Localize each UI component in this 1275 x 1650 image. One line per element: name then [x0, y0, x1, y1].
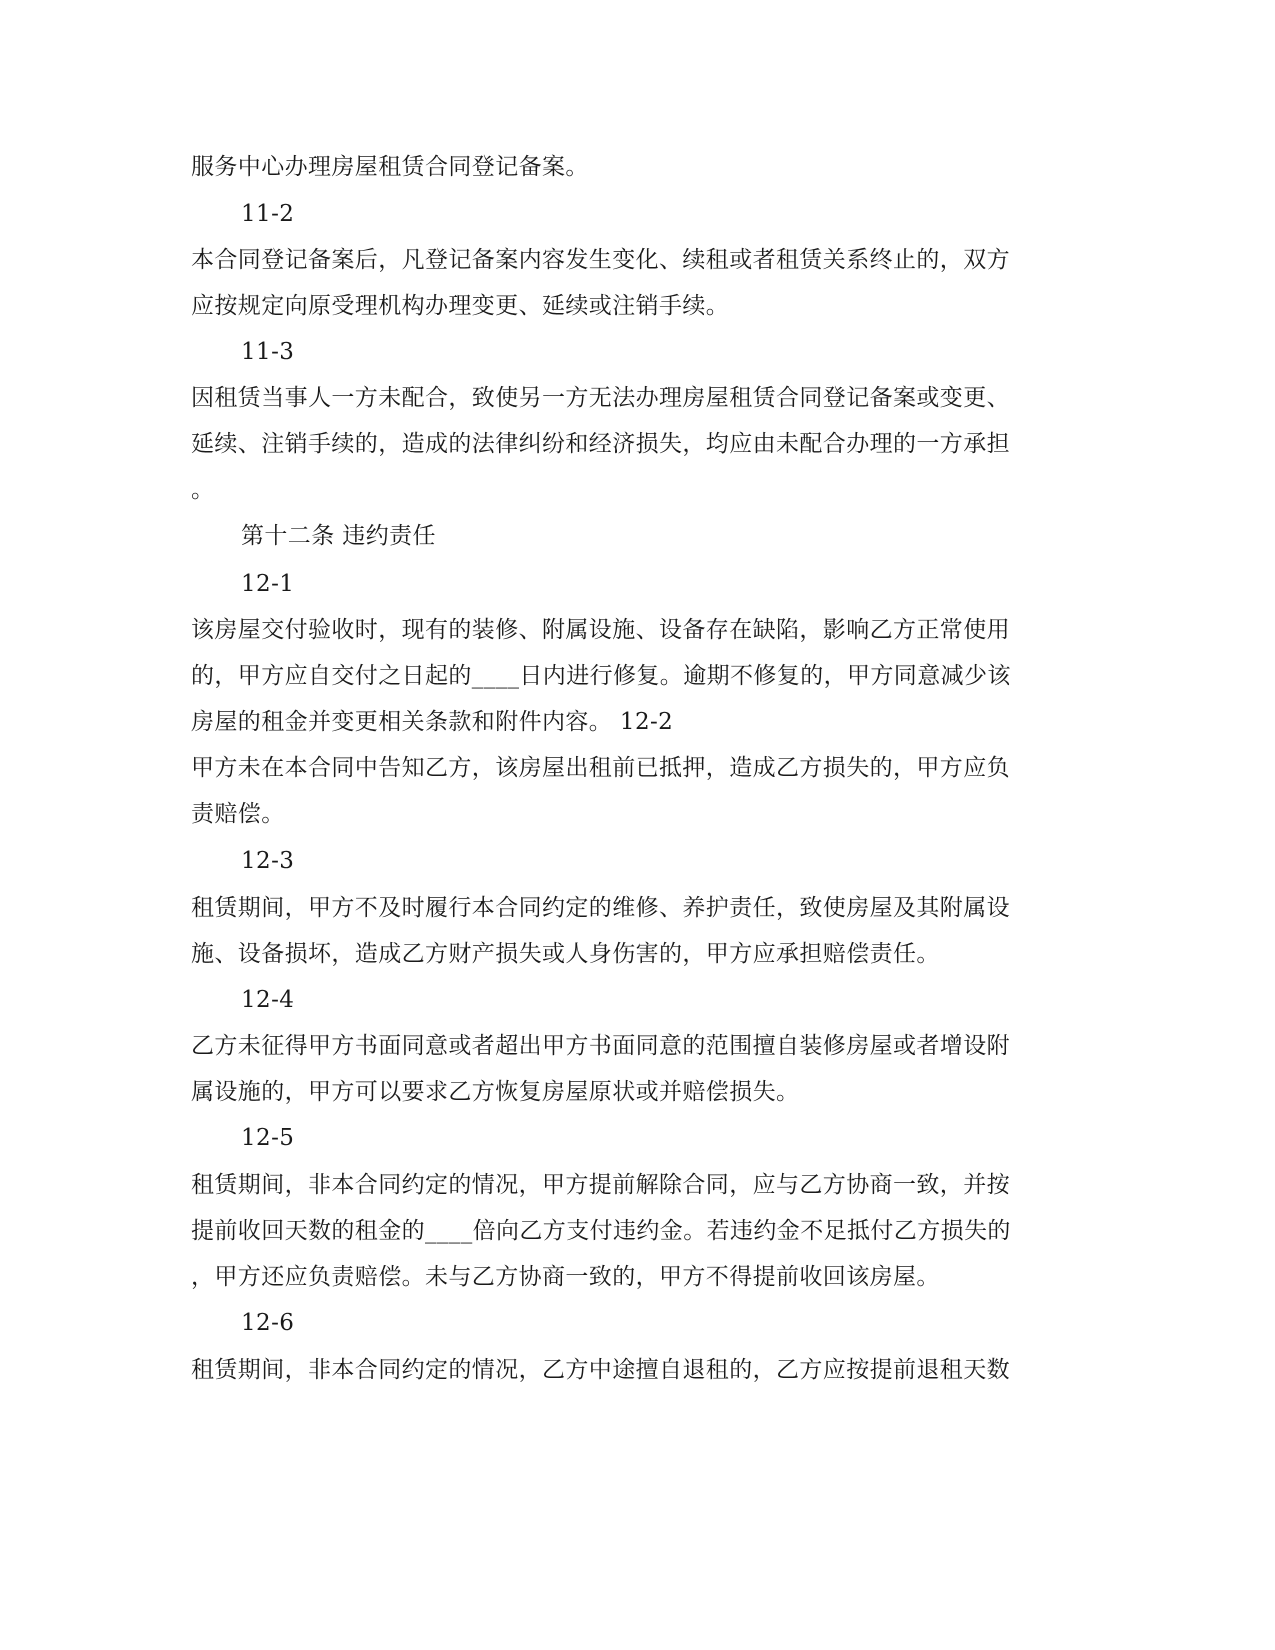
paragraph-line: 房屋的租金并变更相关条款和附件内容。 12-2: [191, 709, 674, 735]
paragraph-line: 责赔偿。: [191, 801, 285, 827]
paragraph-line: 的，甲方应自交付之日起的____日内进行修复。逾期不修复的，甲方同意减少该: [191, 663, 1011, 689]
clause-number: 11-3: [241, 339, 295, 365]
clause-number: 11-2: [241, 201, 295, 227]
paragraph-line: 施、设备损坏，造成乙方财产损失或人身伤害的，甲方应承担赔偿责任。: [191, 941, 940, 967]
paragraph-line: 属设施的，甲方可以要求乙方恢复房屋原状或并赔偿损失。: [191, 1079, 800, 1105]
paragraph-line: 租赁期间，非本合同约定的情况，乙方中途擅自退租的，乙方应按提前退租天数: [191, 1357, 1010, 1383]
paragraph-line: 租赁期间，甲方不及时履行本合同约定的维修、养护责任，致使房屋及其附属设: [191, 895, 1010, 921]
paragraph-line: 。: [191, 477, 215, 503]
paragraph-line: 乙方未征得甲方书面同意或者超出甲方书面同意的范围擅自装修房屋或者增设附: [191, 1033, 1010, 1059]
paragraph-line: 因租赁当事人一方未配合，致使另一方无法办理房屋租赁合同登记备案或变更、: [191, 385, 1010, 411]
clause-number: 12-4: [241, 987, 295, 1013]
paragraph-line: 服务中心办理房屋租赁合同登记备案。: [191, 154, 589, 180]
clause-number: 12-6: [241, 1310, 295, 1336]
section-heading: 第十二条 违约责任: [241, 523, 436, 549]
clause-number: 12-3: [241, 848, 295, 874]
paragraph-line: ，甲方还应负责赔偿。未与乙方协商一致的，甲方不得提前收回该房屋。: [191, 1264, 940, 1290]
clause-number: 12-5: [241, 1125, 295, 1151]
paragraph-line: 租赁期间，非本合同约定的情况，甲方提前解除合同，应与乙方协商一致，并按: [191, 1172, 1010, 1198]
paragraph-line: 应按规定向原受理机构办理变更、延续或注销手续。: [191, 293, 730, 319]
paragraph-line: 本合同登记备案后，凡登记备案内容发生变化、续租或者租赁关系终止的，双方: [191, 247, 1010, 273]
paragraph-line: 提前收回天数的租金的____倍向乙方支付违约金。若违约金不足抵付乙方损失的: [191, 1218, 1011, 1244]
paragraph-line: 延续、注销手续的，造成的法律纠纷和经济损失，均应由未配合办理的一方承担: [191, 431, 1010, 457]
paragraph-line: 甲方未在本合同中告知乙方，该房屋出租前已抵押，造成乙方损失的，甲方应负: [191, 755, 1010, 781]
paragraph-line: 该房屋交付验收时，现有的装修、附属设施、设备存在缺陷，影响乙方正常使用: [191, 617, 1010, 643]
clause-number: 12-1: [241, 571, 295, 597]
